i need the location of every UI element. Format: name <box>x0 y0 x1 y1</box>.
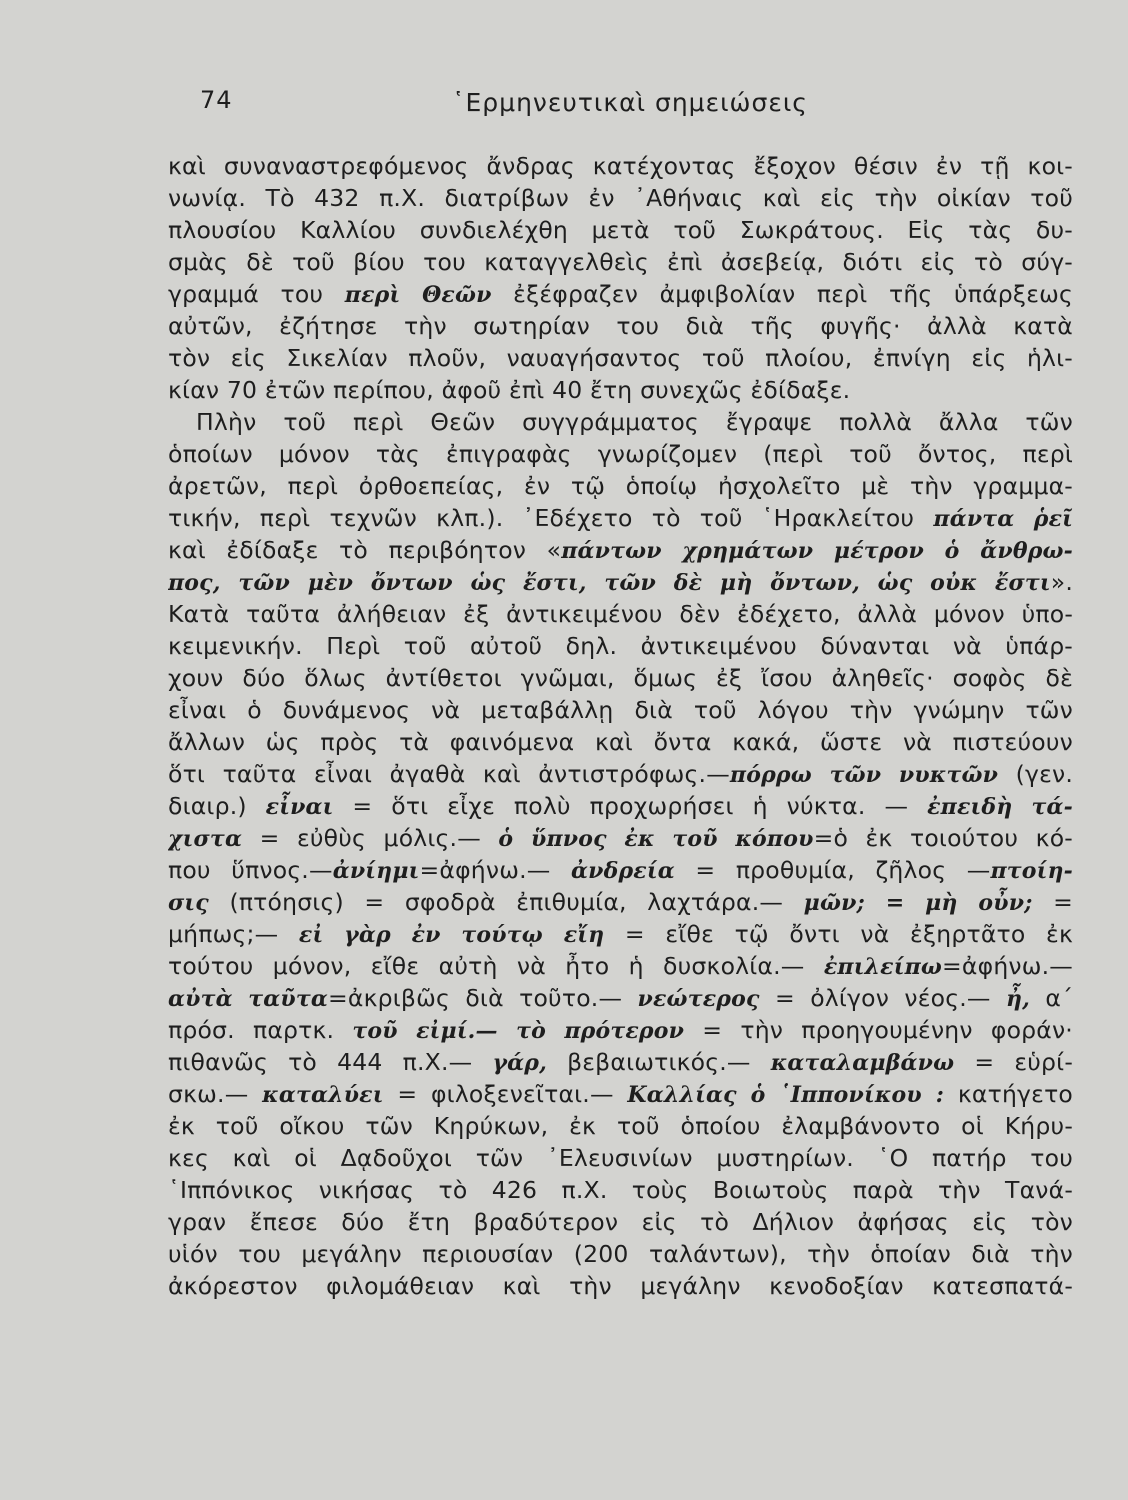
running-title: ῾Ερμηνευτικαὶ σημειώσεις <box>452 88 808 117</box>
emphasized-term: ἀνίημι <box>332 858 420 884</box>
text-segment: εἶναι ὁ δυνάμενος νὰ μεταβάλλῃ διὰ τοῦ λόγου τὴν γνώμην τῶν <box>168 696 1073 724</box>
text-line <box>168 502 1073 534</box>
emphasized-term: τοῦ εἰμί.— τὸ πρότερον <box>352 1018 685 1044</box>
text-segment: αὐτῶν, ἐζήτησε τὴν σωτηρίαν του διὰ τῆς φυγῆς· ἀλλὰ κατὰ <box>168 312 1073 340</box>
text-segment: σκω.— <box>168 1080 263 1108</box>
text-segment: πρόσ. παρτκ. <box>168 1016 353 1044</box>
text-line <box>168 310 1073 342</box>
text-line <box>168 982 1073 1014</box>
text-segment: καὶ ἐδίδαξε τὸ περιβόητον « <box>168 536 562 564</box>
emphasized-term: εἶναι <box>265 794 334 820</box>
text-segment: =ἀφήνω.— <box>942 952 1073 980</box>
text-line <box>168 1174 1073 1206</box>
text-segment: καὶ συναναστρεφόμενος ἄνδρας κατέχοντας ἔξοχον θέσιν ἐν τῇ κοι- <box>168 152 1073 180</box>
text-line <box>168 822 1073 854</box>
text-segment: = ὅτι εἶχε πολὺ προχωρήσει ἡ νύκτα. — <box>333 792 928 820</box>
text-line <box>168 342 1073 374</box>
text-segment: α΄ <box>1030 984 1073 1012</box>
emphasized-term: πάντων χρημάτων μέτρον ὁ ἄνθρω- <box>561 538 1073 564</box>
text-line <box>168 630 1073 662</box>
text-line <box>168 278 1073 310</box>
text-line <box>168 1270 1073 1302</box>
text-line <box>168 662 1073 694</box>
text-segment: ῾Ιππόνικος νικήσας τὸ 426 π.Χ. τοὺς Βοιωτοὺς παρὰ τὴν Τανά- <box>168 1176 1073 1204</box>
emphasized-term: καταλαμβάνω <box>770 1050 955 1076</box>
emphasized-term: ἀνδρεία <box>570 858 675 884</box>
text-segment: κατήγετο <box>944 1080 1073 1108</box>
text-segment: =ἀκριβῶς διὰ τοῦτο.— <box>328 984 638 1012</box>
text-segment: =ἀφήνω.— <box>419 856 571 884</box>
text-segment: = τὴν προηγουμένην φοράν· <box>684 1016 1073 1044</box>
text-line <box>168 566 1073 598</box>
text-line <box>168 246 1073 278</box>
text-segment: = ὀλίγον νέος.— <box>759 984 1006 1012</box>
text-segment: διαιρ.) <box>168 792 266 820</box>
text-segment: που ὕπνος.— <box>168 856 333 884</box>
text-segment: γραν ἔπεσε δύο ἔτη βραδύτερον εἰς τὸ Δήλιον ἀφήσας εἰς τὸν <box>168 1208 1073 1236</box>
text-line <box>168 726 1073 758</box>
text-line <box>168 598 1073 630</box>
text-line <box>168 214 1073 246</box>
text-segment: τικήν, περὶ τεχνῶν κλπ.). ᾿Εδέχετο τὸ τοῦ ῾Ηρακλείτου <box>168 504 934 532</box>
text-segment: νωνίᾳ. Τὸ 432 π.Χ. διατρίβων ἐν ᾿Αθήναις καὶ εἰς τὴν οἰκίαν τοῦ <box>168 184 1073 212</box>
emphasized-term: ἦ, <box>1005 986 1031 1012</box>
text-segment: = <box>1032 888 1073 916</box>
text-line <box>168 1014 1073 1046</box>
text-segment: χουν δύο ὅλως ἀντίθετοι γνῶμαι, ὅμως ἐξ ἴσου ἀληθεῖς· σοφὸς δὲ <box>168 664 1073 692</box>
text-line <box>168 534 1073 566</box>
text-segment: κίαν 70 ἐτῶν περίπου, ἀφοῦ ἐπὶ 40 ἔτη συνεχῶς ἐδίδαξε. <box>168 376 851 404</box>
text-line <box>168 1046 1073 1078</box>
text-segment: = προθυμία, ζῆλος — <box>674 856 991 884</box>
text-line <box>168 1142 1073 1174</box>
emphasized-term: ἐπειδὴ τά- <box>927 794 1073 820</box>
text-segment: ἐκ τοῦ οἴκου τῶν Κηρύκων, ἐκ τοῦ ὁποίου ἐλαμβάνοντο οἱ Κήρυ- <box>168 1112 1073 1140</box>
text-line <box>168 918 1073 950</box>
text-segment: ». <box>1050 568 1073 596</box>
emphasized-term: εἰ γὰρ ἐν τούτῳ εἴη <box>298 922 605 948</box>
text-segment: μήπως;— <box>168 920 299 948</box>
text-segment: κες καὶ οἱ Δᾳδοῦχοι τῶν ᾿Ελευσινίων μυστηρίων. ῾Ο πατήρ του <box>168 1144 1073 1172</box>
text-segment: = εὑρί- <box>954 1048 1073 1076</box>
text-line <box>168 1110 1073 1142</box>
text-segment: υἱόν του μεγάλην περιουσίαν (200 ταλάντων), τὴν ὁποίαν διὰ τὴν <box>168 1240 1073 1268</box>
text-line <box>168 1238 1073 1270</box>
emphasized-term: καταλύει <box>262 1082 384 1108</box>
text-segment: ἀκόρεστον φιλομάθειαν καὶ τὴν μεγάλην κενοδοξίαν κατεσπατά- <box>168 1272 1073 1300</box>
text-segment: Κατὰ ταῦτα ἀλήθειαν ἐξ ἀντικειμένου δὲν ἐδέχετο, ἀλλὰ μόνον ὑπο- <box>168 600 1073 628</box>
emphasized-term: πόρρω τῶν νυκτῶν <box>729 762 999 788</box>
text-segment: τούτου μόνον, εἴθε αὐτὴ νὰ ἦτο ἡ δυσκολία.— <box>168 952 824 980</box>
text-segment: ὁποίων μόνον τὰς ἐπιγραφὰς γνωρίζομεν (περὶ τοῦ ὄντος, περὶ <box>168 440 1073 468</box>
text-segment: σμὰς δὲ τοῦ βίου του καταγγελθεὶς ἐπὶ ἀσεβείᾳ, διότι εἰς τὸ σύγ- <box>168 248 1073 276</box>
text-segment: =ὁ ἐκ τοιούτου κό- <box>813 824 1073 852</box>
text-line <box>168 886 1073 918</box>
emphasized-term: πτοίη- <box>990 858 1073 884</box>
text-line <box>168 182 1073 214</box>
text-segment: τὸν εἰς Σικελίαν πλοῦν, ναυαγήσαντος τοῦ πλοίου, ἐπνίγη εἰς ἡλι- <box>168 344 1073 372</box>
text-segment: Πλὴν τοῦ περὶ Θεῶν συγγράμματος ἔγραψε πολλὰ ἄλλα τῶν <box>196 408 1073 436</box>
page-header <box>200 86 1068 126</box>
text-segment: (πτόησις) = σφοδρὰ ἐπιθυμία, λαχτάρα.— <box>208 888 804 916</box>
emphasized-term: Καλλίας ὁ ῾Ιππονίκου : <box>627 1082 945 1108</box>
text-segment: (γεν. <box>998 760 1073 788</box>
text-line <box>168 1078 1073 1110</box>
emphasized-term: ὁ ὕπνος ἐκ τοῦ κόπου <box>498 826 814 852</box>
text-line <box>168 470 1073 502</box>
text-segment: βεβαιωτικός.— <box>546 1048 771 1076</box>
text-segment: ἐξέφραζεν ἀμφιβολίαν περὶ τῆς ὑπάρξεως <box>491 280 1073 308</box>
text-line <box>168 950 1073 982</box>
page-number: 74 <box>200 86 233 114</box>
text-line <box>168 694 1073 726</box>
text-segment: πιθανῶς τὸ 444 π.Χ.— <box>168 1048 493 1076</box>
text-line <box>168 790 1073 822</box>
text-line <box>168 854 1073 886</box>
text-line <box>168 438 1073 470</box>
emphasized-term: πος, τῶν μὲν ὄντων ὡς ἔστι, τῶν δὲ μὴ ὄντων, ὡς οὐκ ἔστι <box>168 570 1051 596</box>
emphasized-term: μῶν; = μὴ οὖν; <box>803 890 1033 916</box>
emphasized-term: πάντα ῥεῖ <box>933 506 1073 532</box>
text-segment: ἀρετῶν, περὶ ὀρθοεπείας, ἐν τῷ ὁποίῳ ἠσχολεῖτο μὲ τὴν γραμμα- <box>168 472 1073 500</box>
emphasized-term: νεώτερος <box>637 986 760 1012</box>
text-line <box>168 374 1073 406</box>
text-segment: κειμενικήν. Περὶ τοῦ αὐτοῦ δηλ. ἀντικειμένου δύνανται νὰ ὑπάρ- <box>168 632 1073 660</box>
emphasized-term: περὶ Θεῶν <box>344 282 492 308</box>
text-segment: πλουσίου Καλλίου συνδιελέχθη μετὰ τοῦ Σωκράτους. Εἰς τὰς δυ- <box>168 216 1073 244</box>
text-segment: ὅτι ταῦτα εἶναι ἀγαθὰ καὶ ἀντιστρόφως.— <box>168 760 730 788</box>
text-segment: = εἴθε τῷ ὄντι νὰ ἐξηρτᾶτο ἐκ <box>604 920 1073 948</box>
text-segment: ἄλλων ὡς πρὸς τὰ φαινόμενα καὶ ὄντα κακά, ὥστε νὰ πιστεύουν <box>168 728 1073 756</box>
text-segment: γραμμά του <box>168 280 345 308</box>
text-line <box>168 758 1073 790</box>
text-line <box>168 150 1073 182</box>
emphasized-term: γάρ, <box>492 1050 547 1076</box>
emphasized-term: αὐτὰ ταῦτα <box>168 986 329 1012</box>
emphasized-term: χιστα <box>168 826 243 852</box>
emphasized-term: ἐπιλείπω <box>823 954 943 980</box>
text-segment: = εὐθὺς μόλις.— <box>242 824 499 852</box>
body-text <box>168 150 1073 1302</box>
emphasized-term: σις <box>168 890 209 916</box>
text-line <box>168 406 1073 438</box>
text-segment: = φιλοξενεῖται.— <box>383 1080 628 1108</box>
text-line <box>168 1206 1073 1238</box>
